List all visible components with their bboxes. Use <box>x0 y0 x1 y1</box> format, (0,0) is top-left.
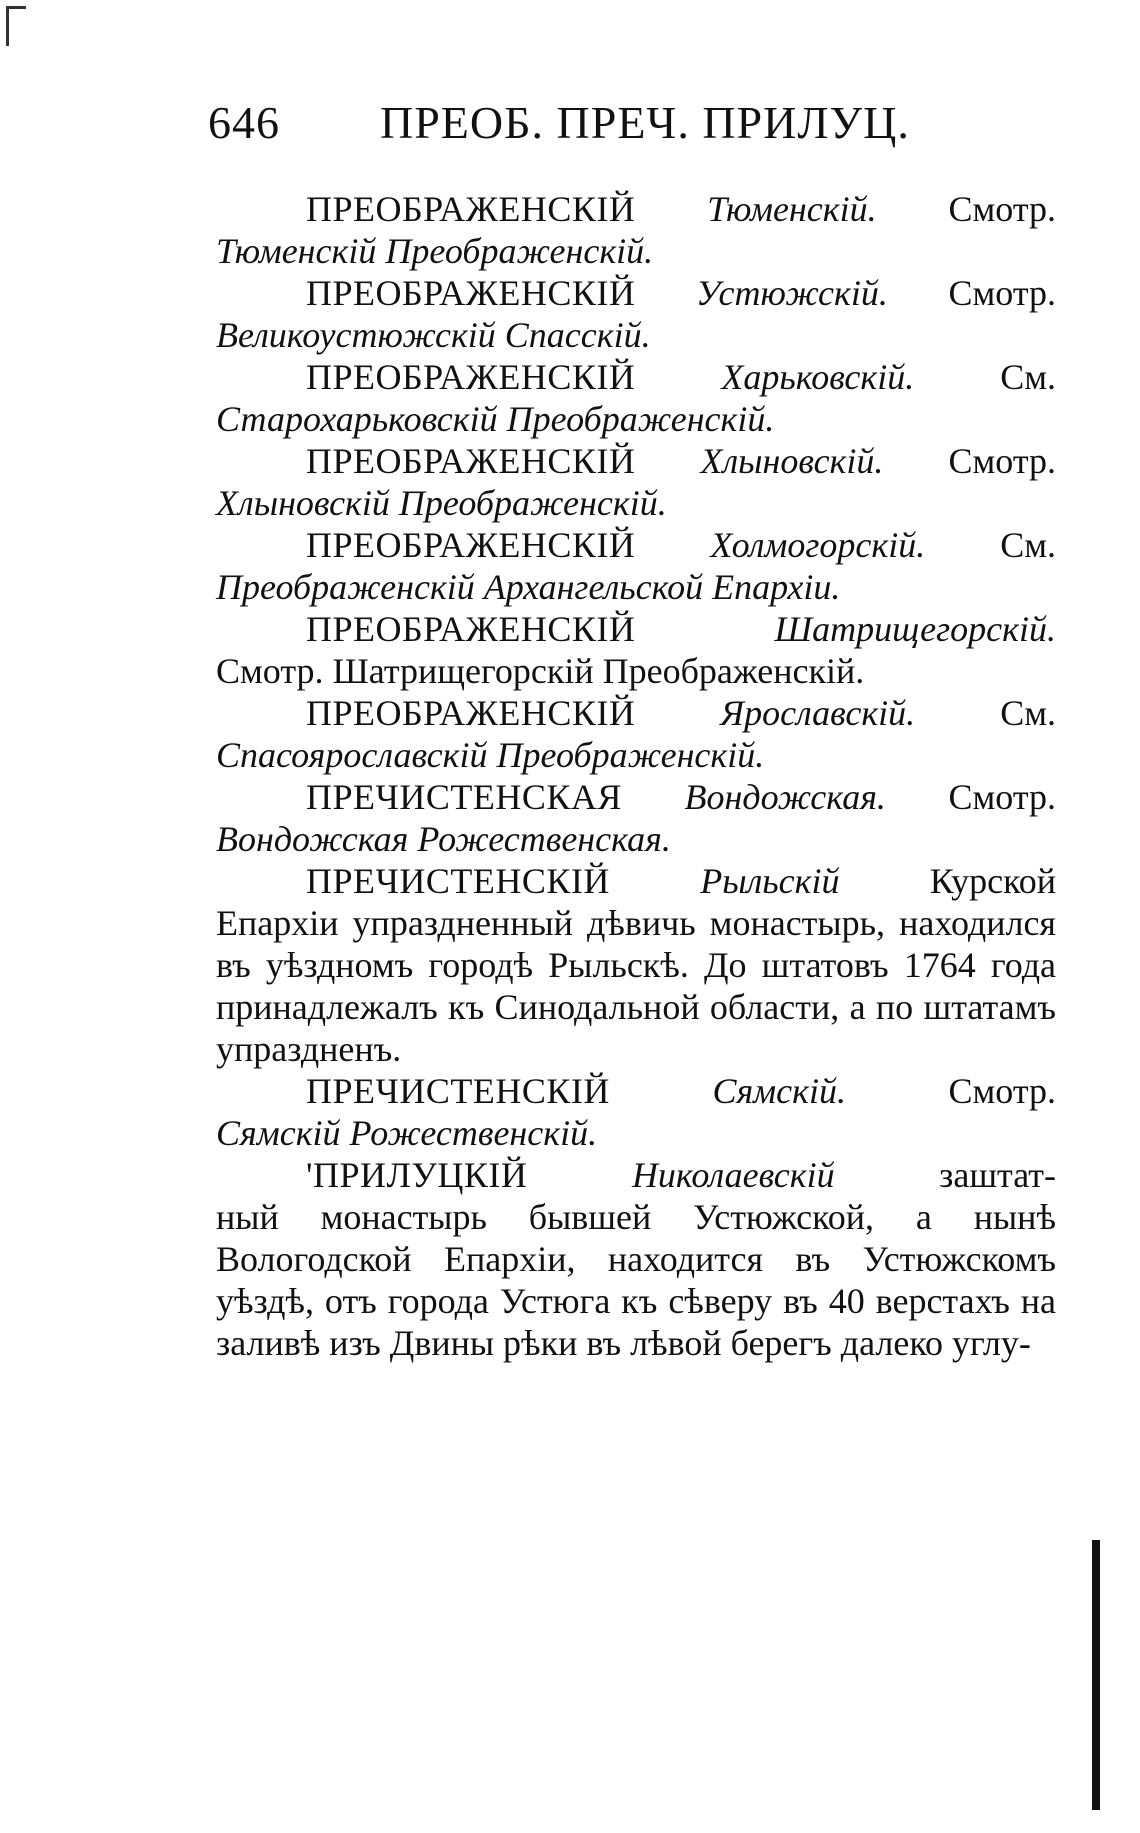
entry-tail: Смотр. <box>948 189 1057 229</box>
entry-ref: Епархіи упраздненный дѣвичь монастырь, находился въ уѣздномъ городѣ Рыльскѣ. До штатовъ 1764 года принадлежалъ къ Синодальной области, а по штатамъ упраздненъ. <box>216 903 1056 1069</box>
entry-head: ПРЕОБРАЖЕНСКІЙ <box>306 525 636 565</box>
page-body <box>216 188 1056 1364</box>
entry-tail: См. <box>1000 525 1057 565</box>
entry-name: Шатрищегорскій. <box>774 609 1056 649</box>
entry <box>216 692 1056 776</box>
entry <box>216 524 1056 608</box>
entry-ref: Преображенскій Архангельской Епархіи. <box>216 567 841 607</box>
entry-name: Рыльскій <box>700 861 840 901</box>
entry-tail: См. <box>1000 693 1056 733</box>
entry-name: Устюжскій. <box>696 273 888 313</box>
entry-tail: Смотр. <box>948 1071 1057 1111</box>
entry-tail: Смотр. <box>948 441 1057 481</box>
entry-ref: Вондожская Рожественская. <box>216 819 671 859</box>
entry-ref: Спасоярославскій Преображенскій. <box>216 735 765 775</box>
entry-tail: Курской <box>929 861 1056 901</box>
entry-name: Холмогорскій. <box>710 525 926 565</box>
entry-name: Николаевскій <box>631 1155 835 1195</box>
entry-tail: Смотр. <box>948 273 1057 313</box>
entry <box>216 860 1056 1070</box>
entry-head: ПРЕОБРАЖЕНСКІЙ <box>306 693 636 733</box>
entry <box>216 272 1056 356</box>
entry-name: Тюменскій. <box>707 189 877 229</box>
entry-head: ПРЕОБРАЖЕНСКІЙ <box>306 609 636 649</box>
entry-name: Ярославскій. <box>720 693 916 733</box>
entry <box>216 440 1056 524</box>
entry-ref: Великоустюжскій Спасскій. <box>216 315 651 355</box>
entry-head: ПРЕЧИСТЕНСКАЯ <box>306 777 622 817</box>
entry-tail: См. <box>1000 357 1057 397</box>
entry-name: Харьковскій. <box>721 357 915 397</box>
entry-ref: Хлыновскій Преображенскій. <box>216 483 667 523</box>
entry-head: ПРЕОБРАЖЕНСКІЙ <box>306 441 636 481</box>
entry-name: Вондожская. <box>684 777 886 817</box>
entry <box>216 1154 1056 1364</box>
entry <box>216 776 1056 860</box>
scan-edge-shadow <box>1092 1540 1100 1810</box>
page-header <box>208 96 968 156</box>
entry <box>216 1070 1056 1154</box>
entry-tail: Смотр. <box>948 777 1057 817</box>
running-title: ПРЕОБ. ПРЕЧ. ПРИЛУЦ. <box>380 97 910 148</box>
entry <box>216 356 1056 440</box>
entry-head: ПРЕОБРАЖЕНСКІЙ <box>306 357 636 397</box>
entry <box>216 608 1056 692</box>
entry-name: Сямскій. <box>712 1071 846 1111</box>
entry-ref: Смотр. Шатрищегорскій Преображенскій. <box>216 651 865 691</box>
entry-ref: ный монастырь бывшей Устюжской, а нынѣ Вологодской Епархіи, находится въ Устюжскомъ уѣздѣ, отъ города Устюга къ сѣверу въ 40 верстахъ на заливѣ изъ Двины рѣки въ лѣвой берегъ далеко углу- <box>216 1197 1056 1363</box>
entry-ref: Старохарьковскій Преображенскій. <box>216 399 775 439</box>
entry-name: Хлыновскій. <box>700 441 884 481</box>
entry-ref: Тюменскій Преображенскій. <box>216 231 654 271</box>
entry-head: ПРЕОБРАЖЕНСКІЙ <box>306 273 636 313</box>
entry-ref: Сямскій Рожественскій. <box>216 1113 598 1153</box>
scan-corner-mark <box>6 6 9 46</box>
page-number: 646 <box>208 97 280 148</box>
entry-head: ПРЕОБРАЖЕНСКІЙ <box>306 189 636 229</box>
entry <box>216 188 1056 272</box>
entry-tail: заштат- <box>939 1155 1056 1195</box>
entry-head: ПРЕЧИСТЕНСКІЙ <box>306 861 610 901</box>
entry-head: ПРЕЧИСТЕНСКІЙ <box>306 1071 610 1111</box>
entry-head: 'ПРИЛУЦКІЙ <box>306 1155 528 1195</box>
scan-corner-mark-h <box>6 6 26 9</box>
